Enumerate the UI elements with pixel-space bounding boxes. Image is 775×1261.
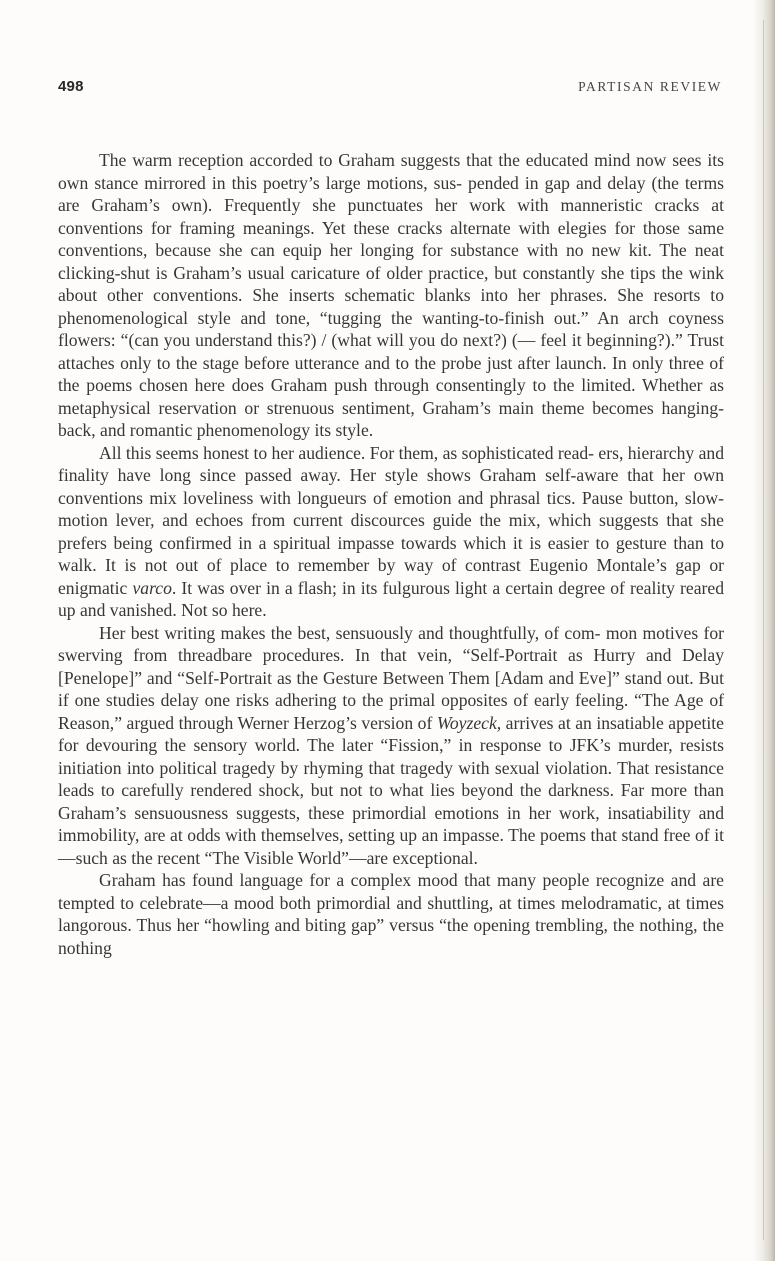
- paragraph-text: arrives at an insatiable appetite for devouring the sensory world. The later “Fission,” in response to JFK’s murder, resists initiation into political tragedy by rhyming that tragedy with sexual violation. That resistance leads to carefully rendered shock, but not to what lies beyond the darkness. Far more than Graham’s sensuousness suggests, these primordial emotions in her work, insatiability and immobility, are at odds with themselves, setting up an impasse. The poems that stand free of it—such as the recent “The Visible World”—are exceptional.: [58, 712, 724, 868]
- paragraph-1: [58, 149, 724, 442]
- page-number: 498: [58, 78, 84, 95]
- paragraph-text: Her best writing makes the best, sensuously and thoughtfully, of com- mon motives for swerving from threadbare procedures. In that vein, “Self-Portrait as Hurry and Delay [Penelope]” and “Self-Portrait as the Gesture Between Them [Adam and Eve]” stand out. But if one studies delay one risks adhering to the primal opposites of early feeling. “The Age of Reason,” argued through Werner Herzog’s version of: [58, 622, 724, 733]
- italic-title-woyzeck: Woyzeck,: [436, 712, 502, 733]
- italic-term-varco: varco: [132, 577, 172, 598]
- paragraph-4: [58, 869, 724, 959]
- page-header: [58, 78, 722, 102]
- body-text: [58, 149, 724, 959]
- page-edge-line: [763, 20, 764, 1240]
- paragraph-text: The warm reception accorded to Graham suggests that the educated mind now sees its own stance mirrored in this poetry’s large motions, sus- pended in gap and delay (the terms are Graham’s own). Frequently she punctuates her work with manneristic cracks at conventions for framing meanings. Yet these cracks alternate with elegies for those same conventions, because she can equip her longing for substance with no new kit. The neat clicking-shut is Graham’s usual caricature of older practice, but constantly she tips the wink about other conventions. She inserts schematic blanks into her phrases. She resorts to phenomenological style and tone, “tugging the wanting-to-finish out.” An arch coyness flowers: “(can you understand this?) / (what will you do next?) (— feel it beginning?).” Trust attaches only to the stage before utterance and to the probe just after launch. In only three of the poems chosen here does Graham push through consentingly to the limited. Whether as metaphysical reservation or strenuous sentiment, Graham’s main theme becomes hanging-back, and romantic phenomenology its style.: [58, 150, 724, 440]
- page-gutter-edge: [753, 0, 775, 1261]
- paragraph-2: [58, 442, 724, 622]
- paragraph-text: . It was over in a flash; in its fulgurous light a certain degree of reality reared up and vanished. Not so here.: [58, 577, 724, 620]
- running-head: PARTISAN REVIEW: [578, 79, 722, 94]
- paragraph-text: Graham has found language for a complex mood that many people recognize and are tempted to celebrate—a mood both primordial and shuttling, at times melodramatic, at times langorous. Thus her “howling and biting gap” versus “the opening trembling, the nothing, the nothing: [58, 870, 724, 958]
- paragraph-text: All this seems honest to her audience. For them, as sophisticated read- ers, hierarchy and finality have long since passed away. Her style shows Graham self-aware that her own conventions mix loveliness with longueurs of emotion and phrasal tics. Pause button, slow-motion lever, and echoes from current discources guide the mix, which suggests that she prefers being confirmed in a spiritual impasse towards which it is easier to gesture than to walk. It is not out of place to remember by way of contrast Eugenio Montale’s gap or enigmatic: [58, 442, 724, 598]
- paragraph-3: [58, 622, 724, 870]
